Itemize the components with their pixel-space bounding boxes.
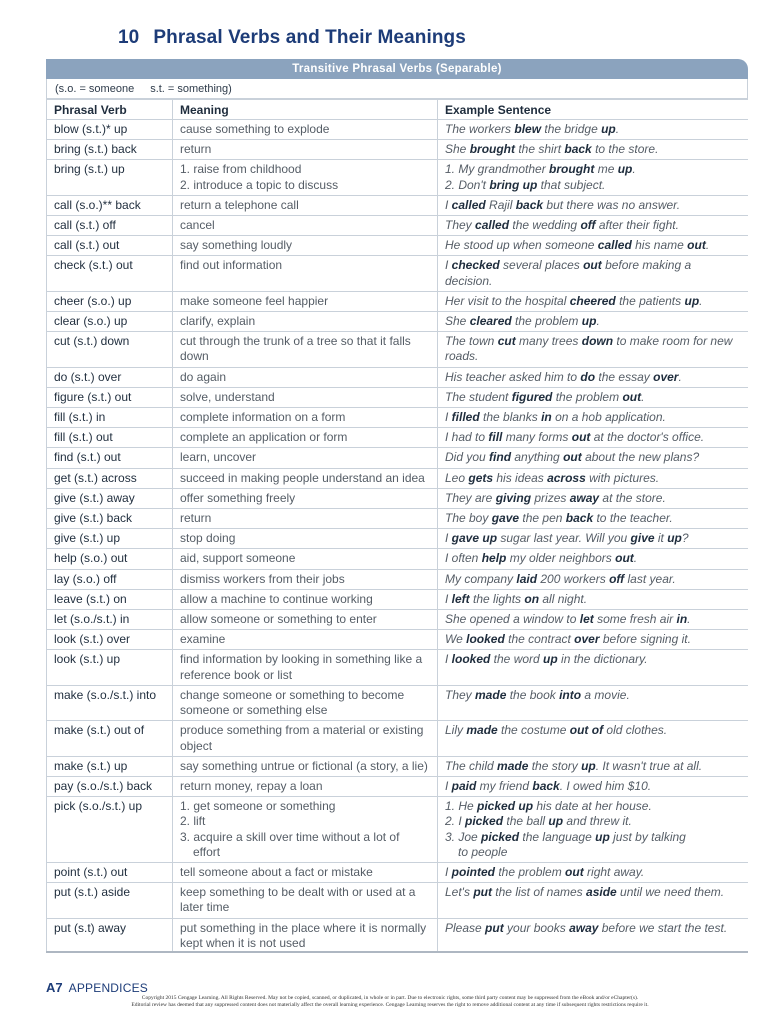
copyright-line-2: Editorial review has deemed that any suppressed content does not materially affect the overall learning experience. Cengage Learning reserves the right to remove additional content at any time if subsequent rights restrictions require it. <box>131 1002 649 1008</box>
table-row <box>47 332 749 367</box>
meaning-cell <box>173 650 438 685</box>
example-cell <box>438 428 749 448</box>
meaning-cell <box>173 332 438 367</box>
cell-line: Lily made the costume out of old clothes. <box>445 723 668 738</box>
phrasal-verb-cell: put (s.t) away <box>47 918 173 953</box>
column-header-example: Example Sentence <box>438 100 749 120</box>
column-header-verb: Phrasal Verb <box>47 100 173 120</box>
chapter-number: 10 <box>118 27 140 48</box>
emphasis: made <box>466 723 498 738</box>
cell-line: produce something from a material or existing object <box>180 723 424 753</box>
emphasis: fill <box>488 430 503 445</box>
emphasis: gave <box>491 511 520 526</box>
table-row <box>47 569 749 589</box>
phrasal-verb-cell: bring (s.t.) back <box>47 140 173 160</box>
example-cell <box>438 140 749 160</box>
cell-line: They are giving prizes away at the store. <box>445 490 666 505</box>
emphasis: called <box>597 238 632 253</box>
phrasal-verb-cell: make (s.o./s.t.) into <box>47 685 173 720</box>
meaning-cell <box>173 312 438 332</box>
table-row <box>47 448 749 468</box>
cell-line: do again <box>180 369 227 384</box>
cell-line: 3. acquire a skill over time without a lot of <box>180 829 400 844</box>
cell-line: 1. My grandmother brought me up. <box>445 162 636 177</box>
meaning-cell <box>173 549 438 569</box>
cell-line: cancel <box>180 218 215 233</box>
emphasis: aside <box>586 885 617 900</box>
emphasis: out of <box>569 723 604 738</box>
cell-line: return <box>180 142 212 157</box>
cell-line: 1. raise from childhood <box>180 162 302 177</box>
cell-line: I had to fill many forms out at the doctor's office. <box>445 430 705 445</box>
example-cell <box>438 569 749 589</box>
abbreviation-note <box>46 79 748 99</box>
table-row <box>47 630 749 650</box>
meaning-cell <box>173 291 438 311</box>
cell-line: They made the book into a movie. <box>445 687 630 702</box>
phrasal-verb-cell: give (s.t.) away <box>47 488 173 508</box>
example-cell <box>438 408 749 428</box>
phrasal-verb-cell: pay (s.o./s.t.) back <box>47 776 173 796</box>
phrasal-verb-cell: get (s.t.) across <box>47 468 173 488</box>
emphasis: blew <box>514 122 542 136</box>
emphasis: paid <box>451 778 477 793</box>
emphasis: up <box>684 293 700 308</box>
cell-line: allow someone or something to enter <box>180 612 377 627</box>
emphasis: help <box>481 551 507 566</box>
meaning-cell <box>173 367 438 387</box>
cell-line: Did you find anything out about the new plans? <box>445 450 700 465</box>
cell-line: I often help my older neighbors out. <box>445 551 638 566</box>
meaning-cell <box>173 488 438 508</box>
cell-line: I left the lights on all night. <box>445 591 588 606</box>
meaning-cell <box>173 685 438 720</box>
emphasis: in <box>541 410 552 425</box>
emphasis: on <box>524 591 540 606</box>
emphasis: back <box>565 511 594 526</box>
emphasis: up <box>595 829 610 844</box>
example-cell <box>438 468 749 488</box>
cell-line: aid, support someone <box>180 551 296 566</box>
cell-line: The workers blew the bridge up. <box>445 122 620 136</box>
emphasis: out <box>565 864 584 879</box>
example-cell <box>438 776 749 796</box>
phrasal-verb-cell: check (s.t.) out <box>47 256 173 291</box>
phrasal-verb-cell: make (s.t.) out of <box>47 721 173 756</box>
phrasal-verb-cell: make (s.t.) up <box>47 756 173 776</box>
emphasis: up <box>581 314 597 329</box>
note-something: s.t. = something) <box>150 83 232 95</box>
emphasis: back <box>532 778 560 793</box>
emphasis: let <box>579 612 594 627</box>
emphasis: put <box>473 885 492 900</box>
example-cell <box>438 756 749 776</box>
cell-line: He stood up when someone called his name out. <box>445 238 710 253</box>
emphasis: brought <box>549 162 595 177</box>
cell-line: I gave up sugar last year. Will you give it up? <box>445 531 689 546</box>
emphasis: looked <box>466 632 505 647</box>
cell-line: The town cut many trees down to make room for new roads. <box>445 334 733 364</box>
meaning-cell <box>173 569 438 589</box>
cell-line: I checked several places out before making a decision. <box>445 258 692 288</box>
meaning-cell <box>173 883 438 918</box>
emphasis: brought <box>469 142 516 157</box>
table-row <box>47 685 749 720</box>
table-row <box>47 428 749 448</box>
meaning-cell <box>173 216 438 236</box>
cell-line: tell someone about a fact or mistake <box>180 864 373 879</box>
cell-line: She brought the shirt back to the store. <box>445 142 659 157</box>
table-row <box>47 195 749 215</box>
example-cell <box>438 918 749 953</box>
table-row <box>47 549 749 569</box>
example-cell <box>438 256 749 291</box>
example-cell <box>438 332 749 367</box>
cell-line: The child made the story up. It wasn't true at all. <box>445 758 703 773</box>
phrasal-verb-cell: point (s.t.) out <box>47 862 173 882</box>
cell-line: I pointed the problem out right away. <box>445 864 645 879</box>
cell-line: 3. Joe picked the language up just by talking <box>445 829 686 844</box>
meaning-cell <box>173 862 438 882</box>
meaning-cell <box>173 448 438 468</box>
cell-line: Let's put the list of names aside until we need them. <box>445 885 725 900</box>
emphasis: figured <box>511 389 553 404</box>
cell-line: I called Rajil back but there was no answer. <box>445 197 681 212</box>
table-row <box>47 756 749 776</box>
cell-line: examine <box>180 632 226 647</box>
cell-line: cut through the trunk of a tree so that it falls down <box>180 334 411 364</box>
phrasal-verb-cell: find (s.t.) out <box>47 448 173 468</box>
example-cell <box>438 721 749 756</box>
phrasal-verb-cell: pick (s.o./s.t.) up <box>47 797 173 863</box>
table-row <box>47 529 749 549</box>
phrasal-verb-cell: give (s.t.) up <box>47 529 173 549</box>
table-banner: Transitive Phrasal Verbs (Separable) <box>46 59 748 79</box>
emphasis: giving <box>495 490 532 505</box>
emphasis: give <box>630 531 655 546</box>
meaning-cell <box>173 120 438 140</box>
cell-line: Leo gets his ideas across with pictures. <box>445 470 660 485</box>
table-row <box>47 216 749 236</box>
cell-line: return <box>180 511 212 526</box>
table-row <box>47 291 749 311</box>
meaning-cell <box>173 509 438 529</box>
example-cell <box>438 236 749 256</box>
cell-line: to people <box>458 844 508 859</box>
table-row <box>47 408 749 428</box>
emphasis: up <box>667 531 682 546</box>
example-cell <box>438 610 749 630</box>
cell-line: 1. get someone or something <box>180 799 336 814</box>
table-row <box>47 120 749 140</box>
table-row <box>47 776 749 796</box>
phrasal-verb-cell: fill (s.t.) in <box>47 408 173 428</box>
cell-line: allow a machine to continue working <box>180 591 373 606</box>
table-row <box>47 610 749 630</box>
meaning-cell <box>173 428 438 448</box>
emphasis: down <box>581 334 614 349</box>
example-cell <box>438 797 749 863</box>
cell-line: 2. introduce a topic to discuss <box>180 177 339 192</box>
table-row <box>47 721 749 756</box>
copyright-notice <box>60 995 720 1009</box>
example-cell <box>438 589 749 609</box>
emphasis: in <box>676 612 688 627</box>
phrasal-verb-cell: look (s.t.) over <box>47 630 173 650</box>
cell-line: say something untrue or fictional (a story, a lie) <box>180 758 428 773</box>
cell-line: put something in the place where it is normally kept when it is not used <box>180 920 427 950</box>
table-header-row <box>47 100 749 120</box>
phrasal-verb-cell: call (s.t.) off <box>47 216 173 236</box>
emphasis: find <box>489 450 512 465</box>
emphasis: looked <box>451 652 491 667</box>
section-name: APPENDICES <box>68 981 148 995</box>
phrasal-verb-cell: help (s.o.) out <box>47 549 173 569</box>
copyright-line-1: Copyright 2015 Cengage Learning. All Rights Reserved. May not be copied, scanned, or duplicated, in whole or in part. Due to electronic rights, some third party content may be suppressed from the eBook and/or eChapter(s). <box>141 995 639 1001</box>
cell-line: The student figured the problem out. <box>445 389 645 404</box>
cell-line: return money, repay a loan <box>180 778 323 793</box>
table-row <box>47 883 749 918</box>
emphasis: away <box>569 920 599 935</box>
cell-line: learn, uncover <box>180 450 257 465</box>
phrasal-verb-cell: do (s.t.) over <box>47 367 173 387</box>
note-someone: (s.o. = someone <box>55 83 135 95</box>
example-cell <box>438 448 749 468</box>
example-cell <box>438 160 749 195</box>
emphasis: out <box>563 450 582 465</box>
example-cell <box>438 488 749 508</box>
emphasis: over <box>653 369 679 384</box>
emphasis: cleared <box>469 314 512 329</box>
emphasis: put <box>485 920 504 935</box>
phrasal-verb-cell: call (s.o.)** back <box>47 195 173 215</box>
emphasis: made <box>475 687 507 702</box>
example-cell <box>438 387 749 407</box>
cell-line: offer something freely <box>180 490 296 505</box>
cell-line: find information by looking in something like a reference book or list <box>180 652 423 682</box>
cell-line: Her visit to the hospital cheered the patients up. <box>445 293 703 308</box>
table-row <box>47 650 749 685</box>
cell-line: change someone or something to become someone or something else <box>180 687 405 718</box>
emphasis: into <box>559 687 582 702</box>
meaning-cell <box>173 918 438 953</box>
meaning-cell <box>173 236 438 256</box>
phrasal-verb-cell: look (s.t.) up <box>47 650 173 685</box>
table-row <box>47 236 749 256</box>
emphasis: made <box>497 758 529 773</box>
cell-line: Please put your books away before we start the test. <box>445 920 728 935</box>
table-row <box>47 589 749 609</box>
emphasis: up <box>601 122 616 136</box>
table-row <box>47 140 749 160</box>
meaning-cell <box>173 630 438 650</box>
table-row <box>47 312 749 332</box>
phrasal-verb-cell: put (s.t.) aside <box>47 883 173 918</box>
cell-line: 1. He picked up his date at her house. <box>445 799 652 814</box>
emphasis: out <box>571 430 591 445</box>
emphasis: picked <box>465 814 504 829</box>
cell-line: stop doing <box>180 531 236 546</box>
page-title <box>118 27 466 49</box>
table-row <box>47 468 749 488</box>
phrasal-verb-cell: bring (s.t.) up <box>47 160 173 195</box>
emphasis: out <box>687 238 706 253</box>
cell-line: complete an application or form <box>180 430 348 445</box>
cell-line: 2. Don't bring up that subject. <box>445 177 606 192</box>
table-row <box>47 509 749 529</box>
phrasal-verb-cell: clear (s.o.) up <box>47 312 173 332</box>
cell-line: dismiss workers from their jobs <box>180 571 345 586</box>
meaning-cell <box>173 776 438 796</box>
phrasal-verb-cell: fill (s.t.) out <box>47 428 173 448</box>
phrasal-verb-cell: blow (s.t.)* up <box>47 120 173 140</box>
phrasal-verb-cell: cut (s.t.) down <box>47 332 173 367</box>
cell-line: She cleared the problem up. <box>445 314 600 329</box>
chapter-title: Phrasal Verbs and Their Meanings <box>153 27 466 48</box>
cell-line: I paid my friend back. I owed him $10. <box>445 778 652 793</box>
phrasal-verb-cell: lay (s.o.) off <box>47 569 173 589</box>
cell-line: find out information <box>180 258 283 273</box>
phrasal-verb-cell: let (s.o./s.t.) in <box>47 610 173 630</box>
meaning-cell <box>173 610 438 630</box>
meaning-cell <box>173 468 438 488</box>
emphasis: off <box>580 218 596 233</box>
table-row <box>47 160 749 195</box>
table-row <box>47 862 749 882</box>
meaning-cell <box>173 160 438 195</box>
emphasis: out <box>622 389 642 404</box>
emphasis: out <box>583 258 602 273</box>
cell-line: I looked the word up in the dictionary. <box>445 652 648 667</box>
cell-line: His teacher asked him to do the essay over. <box>445 369 682 384</box>
meaning-cell <box>173 256 438 291</box>
cell-line: My company laid 200 workers off last year. <box>445 571 676 586</box>
cell-line: succeed in making people understand an idea <box>180 470 425 485</box>
cell-line: We looked the contract over before signing it. <box>445 632 691 647</box>
emphasis: up <box>617 162 633 177</box>
emphasis: filled <box>451 410 480 425</box>
cell-line: solve, understand <box>180 389 275 404</box>
cell-line: They called the wedding off after their fight. <box>445 218 679 233</box>
meaning-cell <box>173 756 438 776</box>
phrasal-verb-cell: call (s.t.) out <box>47 236 173 256</box>
meaning-cell <box>173 721 438 756</box>
meaning-cell <box>173 589 438 609</box>
emphasis: away <box>569 490 600 505</box>
meaning-cell <box>173 408 438 428</box>
cell-line: cause something to explode <box>180 122 330 136</box>
emphasis: left <box>451 591 470 606</box>
example-cell <box>438 549 749 569</box>
example-cell <box>438 367 749 387</box>
emphasis: bring up <box>489 177 538 192</box>
table-row <box>47 918 749 953</box>
emphasis: picked up <box>477 799 534 814</box>
emphasis: laid <box>516 571 538 586</box>
emphasis: up <box>543 652 558 667</box>
example-cell <box>438 529 749 549</box>
meaning-cell <box>173 140 438 160</box>
table-row <box>47 387 749 407</box>
emphasis: cheered <box>569 293 616 308</box>
emphasis: do <box>580 369 596 384</box>
emphasis: cut <box>497 334 516 349</box>
cell-line: keep something to be dealt with or used at a later time <box>180 885 416 915</box>
emphasis: back <box>564 142 592 157</box>
table-row <box>47 367 749 387</box>
emphasis: called <box>451 197 486 212</box>
emphasis: gets <box>468 470 494 485</box>
example-cell <box>438 509 749 529</box>
meaning-cell <box>173 529 438 549</box>
emphasis: up <box>548 814 564 829</box>
example-cell <box>438 862 749 882</box>
emphasis: out <box>615 551 634 566</box>
cell-line: effort <box>193 844 221 859</box>
emphasis: off <box>609 571 625 586</box>
emphasis: up <box>581 758 596 773</box>
emphasis: over <box>574 632 600 647</box>
example-cell <box>438 630 749 650</box>
meaning-cell <box>173 797 438 863</box>
phrasal-verb-cell: give (s.t.) back <box>47 509 173 529</box>
emphasis: called <box>475 218 510 233</box>
example-cell <box>438 312 749 332</box>
emphasis: picked <box>481 829 520 844</box>
cell-line: return a telephone call <box>180 197 299 212</box>
emphasis: gave up <box>451 531 498 546</box>
phrasal-verb-cell: figure (s.t.) out <box>47 387 173 407</box>
column-header-meaning: Meaning <box>173 100 438 120</box>
example-cell <box>438 195 749 215</box>
example-cell <box>438 685 749 720</box>
example-cell <box>438 291 749 311</box>
cell-line: complete information on a form <box>180 410 346 425</box>
table-row <box>47 256 749 291</box>
cell-line: clarify, explain <box>180 314 256 329</box>
phrasal-verb-cell: cheer (s.o.) up <box>47 291 173 311</box>
example-cell <box>438 650 749 685</box>
cell-line: 2. lift <box>180 814 206 829</box>
emphasis: across <box>547 470 586 485</box>
phrasal-verbs-table <box>46 59 748 953</box>
example-cell <box>438 120 749 140</box>
phrasal-verb-cell: leave (s.t.) on <box>47 589 173 609</box>
emphasis: checked <box>451 258 500 273</box>
meaning-cell <box>173 387 438 407</box>
cell-line: 2. I picked the ball up and threw it. <box>445 814 632 829</box>
page-number: A7 <box>46 980 63 995</box>
table-row <box>47 797 749 863</box>
cell-line: make someone feel happier <box>180 293 329 308</box>
cell-line: I filled the blanks in on a hob application. <box>445 410 666 425</box>
cell-line: say something loudly <box>180 238 293 253</box>
cell-line: The boy gave the pen back to the teacher. <box>445 511 673 526</box>
example-cell <box>438 883 749 918</box>
emphasis: back <box>515 197 544 212</box>
emphasis: pointed <box>451 864 495 879</box>
table-row <box>47 488 749 508</box>
cell-line: She opened a window to let some fresh air in. <box>445 612 691 627</box>
meaning-cell <box>173 195 438 215</box>
example-cell <box>438 216 749 236</box>
